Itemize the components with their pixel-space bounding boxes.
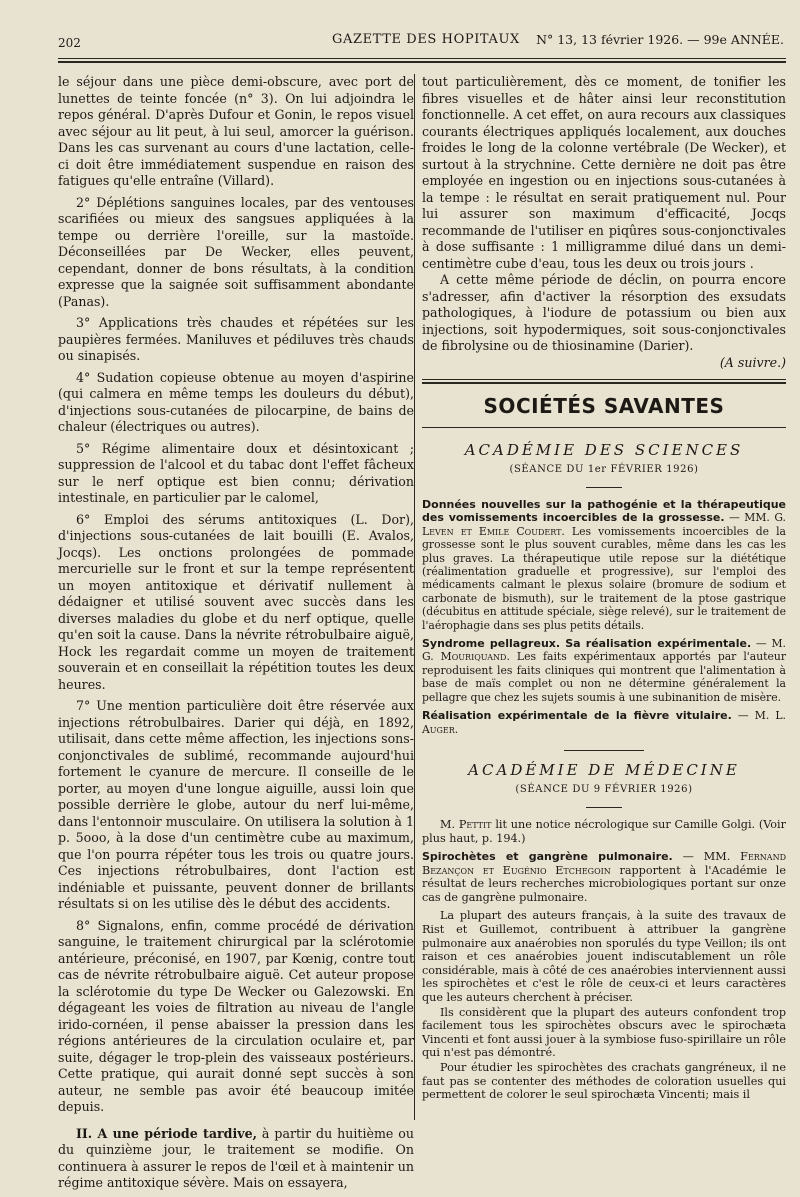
report-item xyxy=(422,850,786,904)
report-heading: Données nouvelles sur la pathogénie et la thérapeutique des vomissements incoercibles de la grossesse. xyxy=(422,498,786,525)
issue-info: N° 13, 13 février 1926. — 99e ANNÉE. xyxy=(536,32,784,47)
paragraph: 2° Déplétions sanguines locales, par des ventouses scarifiées ou mieux des sangsues appliquées à la tempe ou derrière l'oreille, sur la mastoïde. Déconseillées par De Wecker, elles peuvent, cependant, donner de bons résultats, à la condition expresse que la saignée soit suffisamment abondante (Panas). xyxy=(58,194,414,309)
publication-title: GAZETTE DES HOPITAUX xyxy=(332,32,520,47)
report-authors: — M. L. Auger. xyxy=(422,709,786,736)
report-text: Les vomissements incoercibles de la grossesse sont le plus souvent curables, même dans les cas les plus graves. La thérapeutique utile repose sur la diététique (réalimentation graduelle et progressive), sur l'emploi des médicaments calmant le plexus solaire (bromure de sodium et carbonate de bismuth), sur le traitement de la ptose gastrique (décubitus en attitude spéciale, siège relevé), sur le traitement de l'aérophagie dans ses plus petits détails. xyxy=(422,524,786,632)
academy-sciences-title: ACADÉMIE DES SCIENCES xyxy=(464,441,744,459)
paragraph: 4° Sudation copieuse obtenue au moyen d'aspirine (qui calmera en même temps les douleurs du début), d'injections sous-cutanées de pilocarpine, de bains de chaleur (électriques ou autres). xyxy=(58,369,414,434)
short-rule xyxy=(586,487,622,488)
paragraph: 7° Une mention particulière doit être réservée aux injections rétrobulbaires. Darier qui déjà, en 1892, utilisait, dans cette même affection, les injections sons-conjonctivales de sublimé, recommande aujourd'hui fortement le cyanure de mercure. Il conseille de le porter, au moyen d'une longue aiguille, aussi loin que possible derrière le globe, autour du nerf lui-même, dans l'entonnoir musculaire. On utilisera la solution à 1 p. 5ooo, à la dose d'un centimètre cube au maximum, que l'on pourra répéter tous les trois ou quatre jours. Ces injections rétrobulbaires, dont l'action est indéniable et puissante, peuvent donner de brillants résultats si on les utilise dès le début des accidents. xyxy=(58,698,414,911)
header-rule xyxy=(58,58,786,59)
report-authors: M. Pettit xyxy=(440,817,492,831)
report-heading: Réalisation expérimentale de la fièvre vitulaire. xyxy=(422,709,732,723)
page-number: 202 xyxy=(58,36,81,50)
page-header xyxy=(58,32,784,52)
paragraph: 6° Emploi des sérums antitoxiques (L. Dor), d'injections sous-cutanées de lait bouilli (E. Avalos, Jocqs). Les onctions prolongées de pommade mercurielle sur le front et sur la tempe représentent un moyen antitoxique et dérivatif nullement à dédaigner et utilisé souvent avec succès dans les diverses maladies du globe et du nerf optique, quelle qu'en soit la cause. Dans la névrite rétrobulbaire aiguë, Hock les regardait comme un moyen de traitement souverain et en conseillait la répétition toutes les deux heures. xyxy=(58,511,415,692)
late-period-text: à partir du huitième ou du quinzième jour, le traitement se modifie. On continuera à assurer le repos de l'œil et à maintenir un régime antitoxique sévère. Mais on essayera, xyxy=(58,1125,414,1190)
left-column xyxy=(58,74,414,1197)
late-period-lead: II. A une période tardive, xyxy=(76,1125,257,1141)
paragraph: le séjour dans une pièce demi-obscure, avec port de lunettes de teinte foncée (n° 3). On lui adjoindra le repos général. D'après Dufour et Gonin, le repos visuel avec séjour au lit peut, à lui seul, amorcer la guérison. Dans les cas survenant au cours d'une lactation, celle-ci doit être immédiatement suspendue en raison des fatigues qu'elle entraîne (Villard). xyxy=(58,74,414,188)
to-be-continued: (A suivre.) xyxy=(719,354,786,370)
report-text: lit une notice nécrologique sur Camille Golgi. (Voir plus haut, p. 194.) xyxy=(422,817,786,845)
paragraph: A cette même période de déclin, on pourra encore s'adresser, afin d'activer la résorption des exsudats pathologiques, à l'iodure de potassium ou bien aux injections, soit hypodermiques, soit sous-conjonctivales de fibrolysine ou de thiosinamine (Darier). xyxy=(422,272,786,353)
academy-medecine-session: (SÉANCE DU 9 FÉVRIER 1926) xyxy=(515,783,693,795)
article-continuation xyxy=(422,74,786,371)
header-rule-thick xyxy=(58,61,786,63)
report-text: Les faits expérimentaux apportés par l'auteur reproduisent les faits cliniques qui montrent que l'alimentation à base de maïs complet ou non ne détermine généralement la pellagre que chez les sujets soumis à une subinanition de misère. xyxy=(422,650,786,704)
section-separator xyxy=(564,750,644,751)
column-divider xyxy=(414,74,415,1120)
academy-medecine-reports xyxy=(422,818,786,1102)
report-heading: Syndrome pellagreux. Sa réalisation expérimentale. xyxy=(422,637,752,651)
paragraph: 5° Régime alimentaire doux et désintoxicant ; suppression de l'alcool et du tabac dont l'effet fâcheux sur le nerf optique est bien connu; dérivation intestinale, en particulier par le calomel, xyxy=(58,440,414,505)
late-period-paragraph xyxy=(58,1126,414,1192)
academy-sciences-session: (SÉANCE DU 1er FÉVRIER 1926) xyxy=(509,464,699,475)
paragraph: Pour étudier les spirochètes des crachats gangréneux, il ne faut pas se contenter des méthodes de coloration usuelles qui permettent de colorer le seul spirochæta Vincenti; mais il xyxy=(422,1061,786,1102)
paragraph: tout particulièrement, dès ce moment, de tonifier les fibres visuelles et de hâter ainsi leur reconstitution fonctionnelle. A cet effet, on aura recours aux classiques courants électriques appliqués localement, aux douches froides le long de la colonne vertébrale (De Wecker), et surtout à la strychnine. Cette dernière ne doit pas être employée en ingestion ou en injections sous-cutanées à la tempe : le résultat en serait pratiquement nul. Pour lui assurer son maximum d'efficacité, Jocqs recommande de l'utiliser en piqûres sous-conjonctivales à dose suffisante : 1 milligramme dilué dans un demi-centimètre cube d'eau, tous les deux ou trois jours . xyxy=(422,74,786,271)
report-heading: Spirochètes et gangrène pulmonaire. xyxy=(422,850,673,864)
paragraph: 8° Signalons, enfin, comme procédé de dérivation sanguine, le traitement chirurgical par la sclérotomie antérieure, préconisé, en 1907, par Kœnig, contre tout cas de névrite rétrobulbaire aiguë. Cet auteur propose la sclérotomie du type De Wecker ou Galezowski. En dégageant les voies de filtration au niveau de l'angle irido-cornéen, il pense abaisser la pression dans les régions antérieures de la circulation oculaire et, par suite, dégager le trop-plein des vaisseaux postérieurs. Cette pratique, qui aurait donné sept succès à son auteur, ne semble pas avoir été beaucoup imitée depuis. xyxy=(58,917,414,1114)
paragraph: Ils considèrent que la plupart des auteurs confondent trop facilement tous les spirochètes obscurs avec le spirochæta Vincenti et font aussi jouer à la symbiose fuso-spirillaire un rôle qui n'est pas démontré. xyxy=(422,1005,786,1060)
report-authors: — MM. Fernand Bezançon et Eugénio Etchegoin xyxy=(422,850,786,877)
paragraph: La plupart des auteurs français, à la suite des travaux de Rist et Guillemot, contribuent à attribuer la gangrène pulmonaire aux anaérobies non sporulés du type Veillon; ils ont raison et ces anaérobies jouent indiscutablement un rôle considérable, mais à côté de ces anaérobies interviennent aussi les spirochètes et c'est le rôle de ceux-ci et leurs caractères que les auteurs cherchent à préciser. xyxy=(422,909,786,1005)
report-item xyxy=(422,637,786,704)
academy-medecine-title: ACADÉMIE DE MÉDECINE xyxy=(468,760,740,779)
section-title: SOCIÉTÉS SAVANTES xyxy=(483,394,725,418)
paragraph: 3° Applications très chaudes et répétées sur les paupières fermées. Maniluves et pédiluves très chauds ou sinapisés. xyxy=(58,315,414,363)
section-title-rule xyxy=(422,427,786,428)
report-text: rapportent à l'Académie le résultat de leurs recherches microbiologiques portant sur onze cas de gangrène pulmonaire. xyxy=(422,863,786,904)
report-item xyxy=(422,709,786,736)
section-divider xyxy=(422,379,786,384)
report-item xyxy=(422,498,786,632)
report-authors: — M. G. Mouriquand. xyxy=(422,637,786,664)
report-authors: — MM. G. Leven et Emile Coudert. xyxy=(422,511,786,538)
right-column xyxy=(422,74,786,1103)
obituary-note xyxy=(422,818,786,845)
academy-sciences-reports xyxy=(422,498,786,736)
short-rule xyxy=(586,807,622,808)
